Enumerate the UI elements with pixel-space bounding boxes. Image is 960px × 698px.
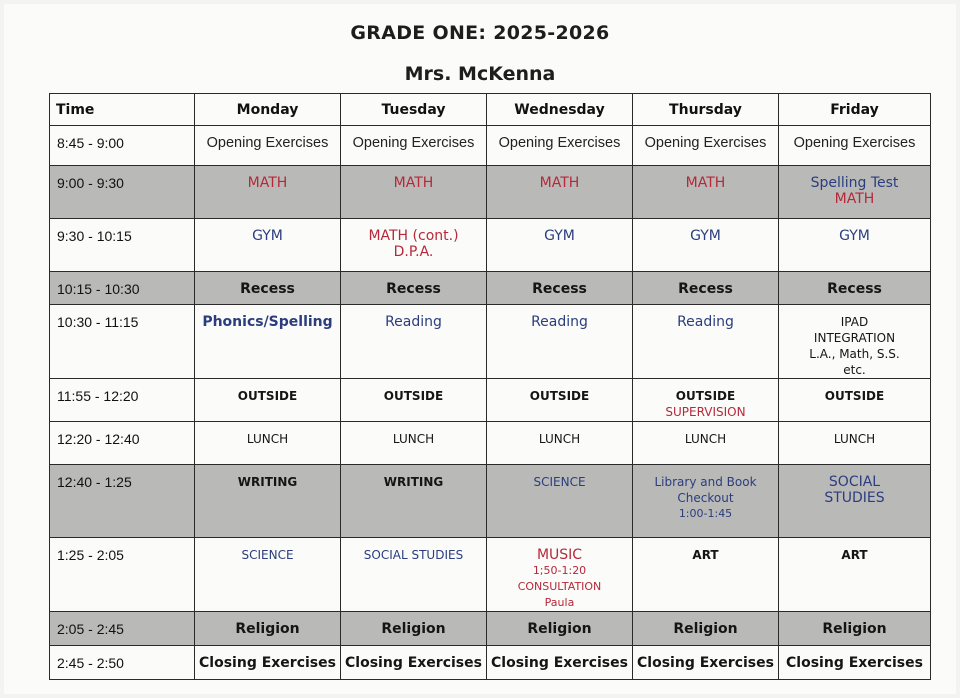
activity-text: Religion — [673, 621, 738, 637]
activity-text: LUNCH — [684, 432, 727, 446]
cell-friday — [779, 219, 931, 272]
cell-friday — [779, 422, 931, 465]
table-row — [50, 612, 931, 646]
cell-monday — [195, 219, 341, 272]
activity-text: Closing Exercises — [345, 655, 482, 671]
table-row — [50, 646, 931, 680]
teacher-name: Mrs. McKenna — [404, 63, 556, 85]
activity-text: GYM — [544, 228, 575, 244]
cell-wednesday — [487, 272, 633, 305]
time-cell — [50, 422, 195, 465]
cell-thursday — [633, 538, 779, 612]
cell-tuesday — [341, 612, 487, 646]
activity-text: Religion — [381, 621, 446, 637]
cell-friday — [779, 612, 931, 646]
activity-text: 1;50-1:20 — [532, 564, 587, 577]
activity-text: MATH — [539, 175, 580, 191]
activity-text: SUPERVISION — [665, 405, 746, 419]
time-cell — [50, 126, 195, 166]
activity-text: ART — [841, 548, 868, 562]
activity-text: MATH — [393, 175, 434, 191]
time-label: 12:20 - 12:40 — [57, 431, 140, 447]
time-label: 9:30 - 10:15 — [57, 228, 132, 244]
activity-text: Closing Exercises — [637, 655, 774, 671]
activity-text: Reading — [677, 314, 734, 330]
cell-wednesday — [487, 465, 633, 538]
header-time: Time — [50, 94, 195, 126]
cell-monday — [195, 305, 341, 379]
table-row — [50, 422, 931, 465]
activity-text: SOCIAL — [828, 474, 881, 490]
header-monday: Monday — [195, 94, 341, 126]
activity-text: Closing Exercises — [491, 655, 628, 671]
activity-text: WRITING — [237, 475, 298, 489]
cell-tuesday — [341, 538, 487, 612]
header-wednesday: Wednesday — [487, 94, 633, 126]
time-cell — [50, 612, 195, 646]
table-row — [50, 272, 931, 305]
activity-text: SCIENCE — [533, 475, 586, 489]
time-label: 10:15 - 10:30 — [57, 281, 140, 297]
table-row — [50, 538, 931, 612]
activity-text: Recess — [240, 281, 295, 297]
cell-thursday — [633, 272, 779, 305]
activity-text: LUNCH — [246, 432, 289, 446]
cell-friday — [779, 166, 931, 219]
cell-wednesday — [487, 422, 633, 465]
activity-text: MUSIC — [536, 547, 583, 563]
cell-thursday — [633, 646, 779, 680]
cell-wednesday — [487, 379, 633, 422]
time-label: 2:45 - 2:50 — [57, 655, 124, 671]
cell-tuesday — [341, 272, 487, 305]
cell-friday — [779, 379, 931, 422]
activity-text: WRITING — [383, 475, 444, 489]
activity-text: MATH — [834, 191, 875, 207]
header-thursday: Thursday — [633, 94, 779, 126]
activity-text: Opening Exercises — [644, 135, 767, 151]
time-cell — [50, 538, 195, 612]
activity-text: Religion — [822, 621, 887, 637]
time-label: 10:30 - 11:15 — [57, 314, 139, 330]
cell-friday — [779, 305, 931, 379]
table-row — [50, 219, 931, 272]
cell-monday — [195, 166, 341, 219]
header-tuesday: Tuesday — [341, 94, 487, 126]
cell-tuesday — [341, 126, 487, 166]
activity-text: Opening Exercises — [498, 135, 621, 151]
activity-text: Recess — [386, 281, 441, 297]
activity-text: Recess — [532, 281, 587, 297]
activity-text: GYM — [839, 228, 870, 244]
activity-text: MATH — [685, 175, 726, 191]
cell-thursday — [633, 305, 779, 379]
time-label: 9:00 - 9:30 — [57, 175, 124, 191]
cell-tuesday — [341, 305, 487, 379]
cell-thursday — [633, 126, 779, 166]
cell-friday — [779, 538, 931, 612]
activity-text: Spelling Test — [810, 175, 899, 191]
activity-text: Checkout — [677, 491, 734, 505]
time-cell — [50, 305, 195, 379]
activity-text: Library and Book — [654, 475, 757, 489]
cell-friday — [779, 272, 931, 305]
cell-wednesday — [487, 126, 633, 166]
table-row — [50, 126, 931, 166]
time-cell — [50, 646, 195, 680]
activity-text: Recess — [827, 281, 882, 297]
cell-tuesday — [341, 379, 487, 422]
cell-monday — [195, 422, 341, 465]
cell-wednesday — [487, 166, 633, 219]
table-row — [50, 166, 931, 219]
activity-text: OUTSIDE — [383, 389, 444, 403]
cell-monday — [195, 272, 341, 305]
activity-text: MATH — [247, 175, 288, 191]
activity-text: Closing Exercises — [786, 655, 923, 671]
page-title: GRADE ONE: 2025-2026 — [350, 22, 610, 44]
time-cell — [50, 379, 195, 422]
activity-text: STUDIES — [824, 490, 885, 506]
header-friday: Friday — [779, 94, 931, 126]
cell-monday — [195, 612, 341, 646]
activity-text: Opening Exercises — [793, 135, 916, 151]
activity-text: Closing Exercises — [199, 655, 336, 671]
cell-monday — [195, 538, 341, 612]
cell-thursday — [633, 219, 779, 272]
time-cell — [50, 166, 195, 219]
activity-text: Phonics/Spelling — [202, 314, 333, 330]
time-label: 8:45 - 9:00 — [57, 135, 124, 151]
activity-text: OUTSIDE — [529, 389, 590, 403]
activity-text: 1:00-1:45 — [678, 507, 733, 520]
activity-text: Reading — [385, 314, 442, 330]
activity-text: Paula — [544, 596, 575, 609]
cell-wednesday — [487, 219, 633, 272]
cell-friday — [779, 126, 931, 166]
cell-tuesday — [341, 465, 487, 538]
time-label: 2:05 - 2:45 — [57, 621, 124, 637]
cell-monday — [195, 379, 341, 422]
activity-text: Religion — [235, 621, 300, 637]
activity-text: etc. — [843, 363, 866, 377]
time-cell — [50, 465, 195, 538]
activity-text: INTEGRATION — [813, 331, 896, 345]
cell-monday — [195, 465, 341, 538]
header-row — [50, 94, 931, 126]
activity-text: OUTSIDE — [675, 389, 736, 403]
cell-monday — [195, 646, 341, 680]
cell-tuesday — [341, 166, 487, 219]
activity-text: OUTSIDE — [824, 389, 885, 403]
activity-text: CONSULTATION — [517, 580, 602, 593]
activity-text: Reading — [531, 314, 588, 330]
time-cell — [50, 219, 195, 272]
cell-thursday — [633, 166, 779, 219]
time-label: 1:25 - 2:05 — [57, 547, 124, 563]
cell-thursday — [633, 379, 779, 422]
activity-text: SOCIAL STUDIES — [363, 548, 464, 562]
activity-text: MATH (cont.) — [368, 228, 459, 244]
cell-friday — [779, 646, 931, 680]
cell-tuesday — [341, 422, 487, 465]
activity-text: LUNCH — [538, 432, 581, 446]
activity-text: OUTSIDE — [237, 389, 298, 403]
activity-text: D.P.A. — [393, 244, 434, 260]
activity-text: Opening Exercises — [206, 135, 329, 151]
activity-text: Religion — [527, 621, 592, 637]
activity-text: SCIENCE — [241, 548, 294, 562]
cell-wednesday — [487, 646, 633, 680]
schedule-table — [49, 93, 931, 680]
cell-friday — [779, 465, 931, 538]
cell-tuesday — [341, 646, 487, 680]
activity-text: LUNCH — [833, 432, 876, 446]
cell-monday — [195, 126, 341, 166]
activity-text: Recess — [678, 281, 733, 297]
cell-wednesday — [487, 538, 633, 612]
cell-wednesday — [487, 612, 633, 646]
time-label: 12:40 - 1:25 — [57, 474, 132, 490]
activity-text: L.A., Math, S.S. — [809, 347, 900, 361]
table-row — [50, 465, 931, 538]
activity-text: GYM — [252, 228, 283, 244]
cell-thursday — [633, 612, 779, 646]
activity-text: GYM — [690, 228, 721, 244]
cell-thursday — [633, 422, 779, 465]
activity-text: ART — [692, 548, 719, 562]
time-cell — [50, 272, 195, 305]
activity-text: Opening Exercises — [352, 135, 475, 151]
activity-text: IPAD — [840, 315, 869, 329]
activity-text: LUNCH — [392, 432, 435, 446]
cell-wednesday — [487, 305, 633, 379]
cell-thursday — [633, 465, 779, 538]
table-row — [50, 305, 931, 379]
cell-tuesday — [341, 219, 487, 272]
table-row — [50, 379, 931, 422]
time-label: 11:55 - 12:20 — [57, 388, 139, 404]
